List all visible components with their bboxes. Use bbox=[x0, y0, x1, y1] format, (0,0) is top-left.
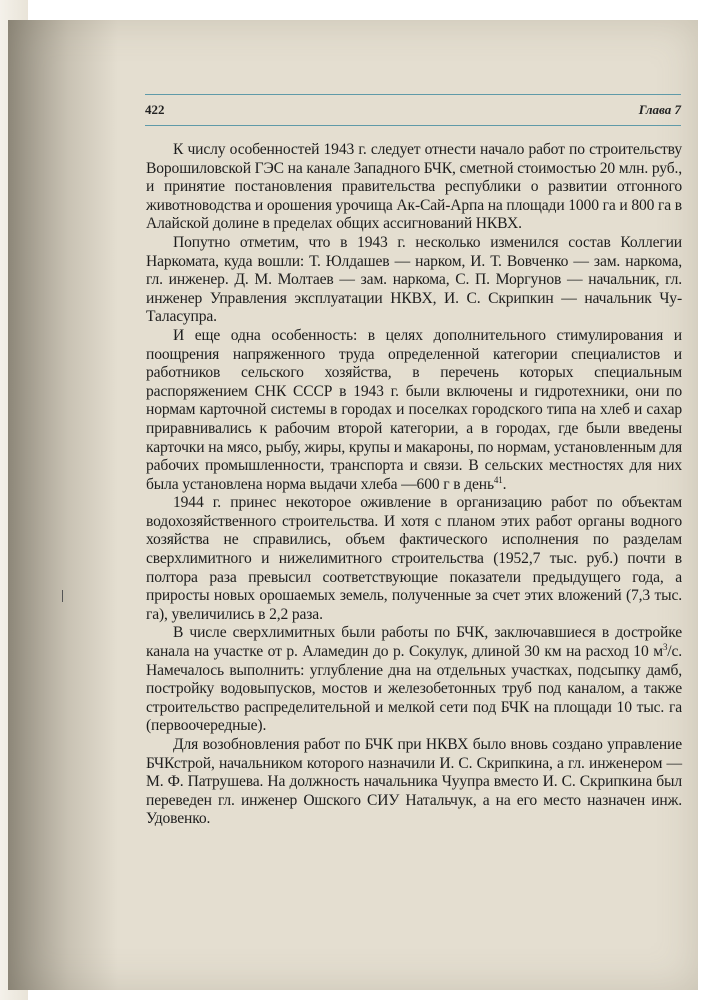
paragraph: К числу особенностей 1943 г. следует отнести начало работ по строительству Ворошиловской ГЭС на канале Западного БЧК, сметной стоимостью 20 млн. руб., и принятие постановления правительства республики о развитии отгонного животноводства и орошения урочища Ак-Сай-Арпа на площади 1000 га и 800 га в Алайской долине в пределах общих ассигнований НКВХ. bbox=[146, 141, 682, 233]
paragraph: Для возобновления работ по БЧК при НКВХ было вновь создано управление БЧКстрой, начальником которого назначили И. С. Скрипкина, а гл. инженером — М. Ф. Патрушева. На должность начальника Чуупра вместо И. С. Скрипкина был переведен гл. инженер Ошского СИУ Натальчук, а на его место назначен инж. Удовенко. bbox=[146, 736, 682, 828]
margin-mark bbox=[62, 590, 63, 602]
body-text bbox=[146, 141, 682, 829]
paragraph: В числе сверхлимитных были работы по БЧК, заключавшиеся в достройке канала на участке от р. Аламедин до р. Сокулук, длиной 30 км на расход 10 $м^3/с$. Намечалось выполнить: углубление дна на отдельных участках, подсыпку дамб, постройку водовыпусков, мостов и железобетонных труб под каналом, а также строительство распределительной и мелкой сети под БЧК на площади 10 тыс. га (первоочередные). bbox=[146, 624, 682, 735]
paragraph: 1944 г. принес некоторое оживление в организацию работ по объектам водохозяйственного строительства. И хотя с планом этих работ органы водного хозяйства не справились, объем фактического исполнения по разделам сверхлимитного и нижелимитного строительства (1952,7 тыс. руб.) почти в полтора раза превысил соответствующие показатели предыдущего года, а приросты новых орошаемых земель, полученные за счет этих вложений (7,3 тыс. га), увеличились в 2,2 раза. bbox=[146, 494, 682, 623]
superscript: 3 bbox=[662, 641, 668, 652]
footnote-ref: 41 bbox=[493, 474, 503, 485]
page-gutter-shadow bbox=[8, 20, 118, 990]
paragraph: И еще одна особенность: в целях дополнительного стимулирования и поощрения напряженного труда определенной категории специалистов и работников сельского хозяйства, в перечень которых специальным распоряжением СНК СССР в 1943 г. были включены и гидротехники, они по нормам карточной системы в городах и поселках городского типа на хлеб и сахар приравнивались к рабочим второй категории, а в городах, где были введены карточки на мясо, рыбу, жиры, крупы и макароны, по нормам, установленным для рабочих промышленности, транспорта и связи. В сельских местностях для них была установлена норма выдачи хлеба —600 г в день$^{41}$. bbox=[146, 326, 682, 493]
page-number: 422 bbox=[145, 102, 165, 117]
running-header bbox=[145, 94, 681, 126]
chapter-title: Глава 7 bbox=[638, 102, 681, 117]
paragraph: Попутно отметим, что в 1943 г. несколько изменился состав Коллегии Наркомата, куда вошли: Т. Юлдашев — нарком, И. Т. Вовченко — зам. наркома, гл. инженер. Д. М. Молтаев — зам. наркома, С. П. Моргунов — начальник, гл. инженер Управления эксплуатации НКВХ, И. С. Скрипкин — начальник Чу-Таласупра. bbox=[146, 233, 682, 326]
